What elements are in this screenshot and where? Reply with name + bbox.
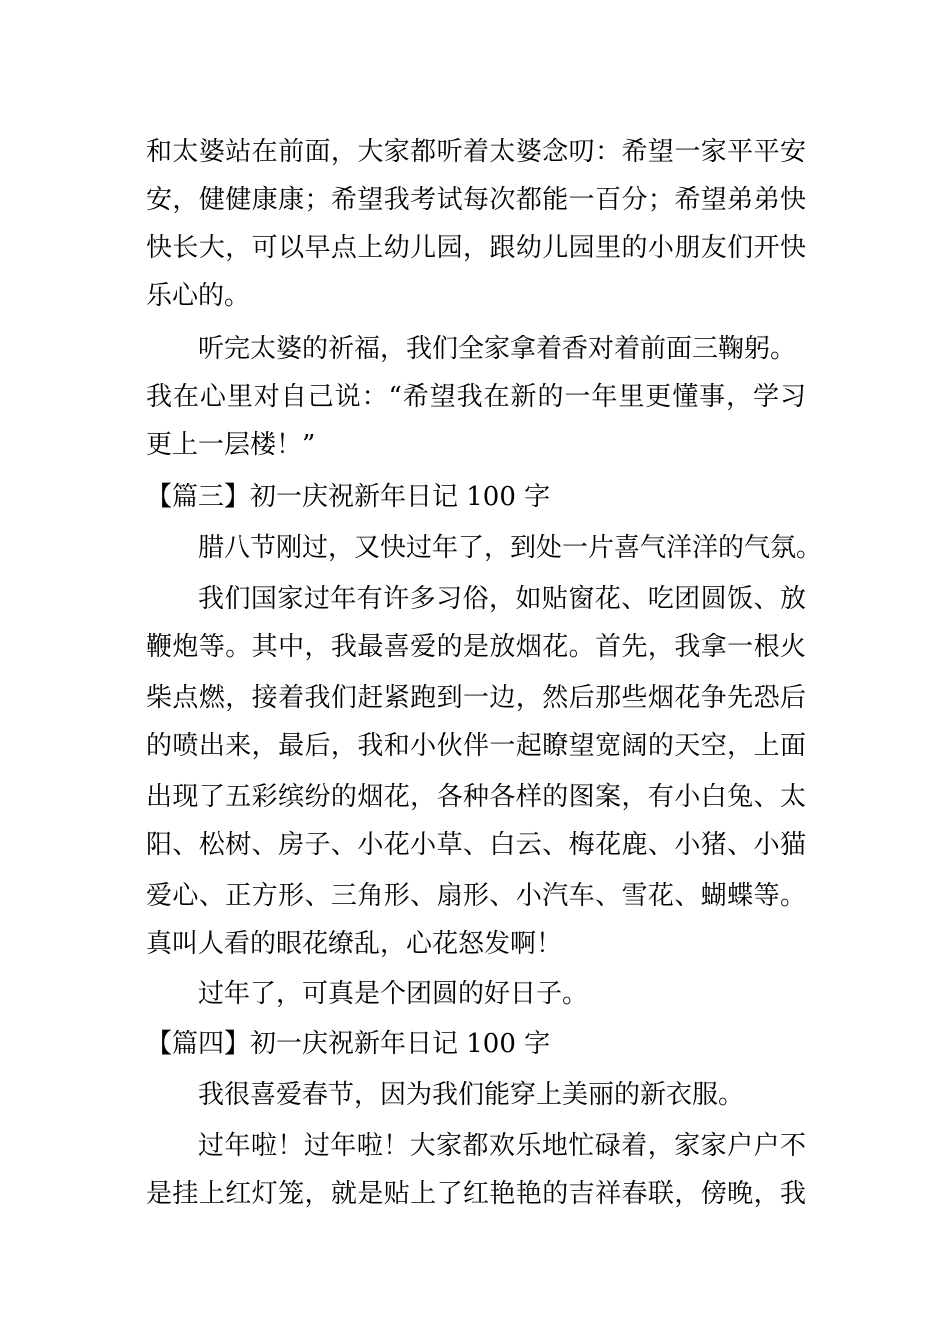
section-heading: 【篇四】初一庆祝新年日记 100 字 [146,1029,551,1059]
text-line: 乐心的。 [146,281,251,311]
text-line: 听完太婆的祈福，我们全家拿着香对着前面三鞠躬。 [198,334,797,364]
text-line: 腊八节刚过，又快过年了，到处一片喜气洋洋的气氛。 [198,533,823,563]
text-line: 阳、松树、房子、小花小草、白云、梅花鹿、小猪、小猫 [146,830,806,860]
text-line: 的喷出来，最后，我和小伙伴一起瞭望宽阔的天空，上面 [146,731,806,761]
text-line: 和太婆站在前面，大家都听着太婆念叨：希望一家平平安 [146,137,806,167]
text-line: 过年啦！过年啦！大家都欢乐地忙碌着，家家户户不 [198,1131,806,1161]
text-line: 真叫人看的眼花缭乱，心花怒发啊！ [146,929,563,959]
text-line: 爱心、正方形、三角形、扇形、小汽车、雪花、蝴蝶等。 [146,881,806,911]
text-line: 快长大，可以早点上幼儿园，跟幼儿园里的小朋友们开快 [146,233,806,263]
text-line: 安，健健康康；希望我考试每次都能一百分；希望弟弟快 [146,185,806,215]
text-line: 出现了五彩缤纷的烟花，各种各样的图案，有小白兔、太 [146,782,806,812]
text-line: 我很喜爱春节，因为我们能穿上美丽的新衣服。 [198,1080,745,1110]
text-line: 我在心里对自己说：“希望我在新的一年里更懂事，学习 [146,382,806,412]
text-line: 更上一层楼！” [146,430,316,460]
text-line: 柴点燃，接着我们赶紧跑到一边，然后那些烟花争先恐后 [146,683,806,713]
text-line: 过年了，可真是个团圆的好日子。 [198,979,589,1009]
text-line: 我们国家过年有许多习俗，如贴窗花、吃团圆饭、放 [198,584,806,614]
text-line: 是挂上红灯笼，就是贴上了红艳艳的吉祥春联，傍晚，我 [146,1179,806,1209]
text-line: 鞭炮等。其中，我最喜爱的是放烟花。首先，我拿一根火 [146,632,806,662]
section-heading: 【篇三】初一庆祝新年日记 100 字 [146,482,551,512]
